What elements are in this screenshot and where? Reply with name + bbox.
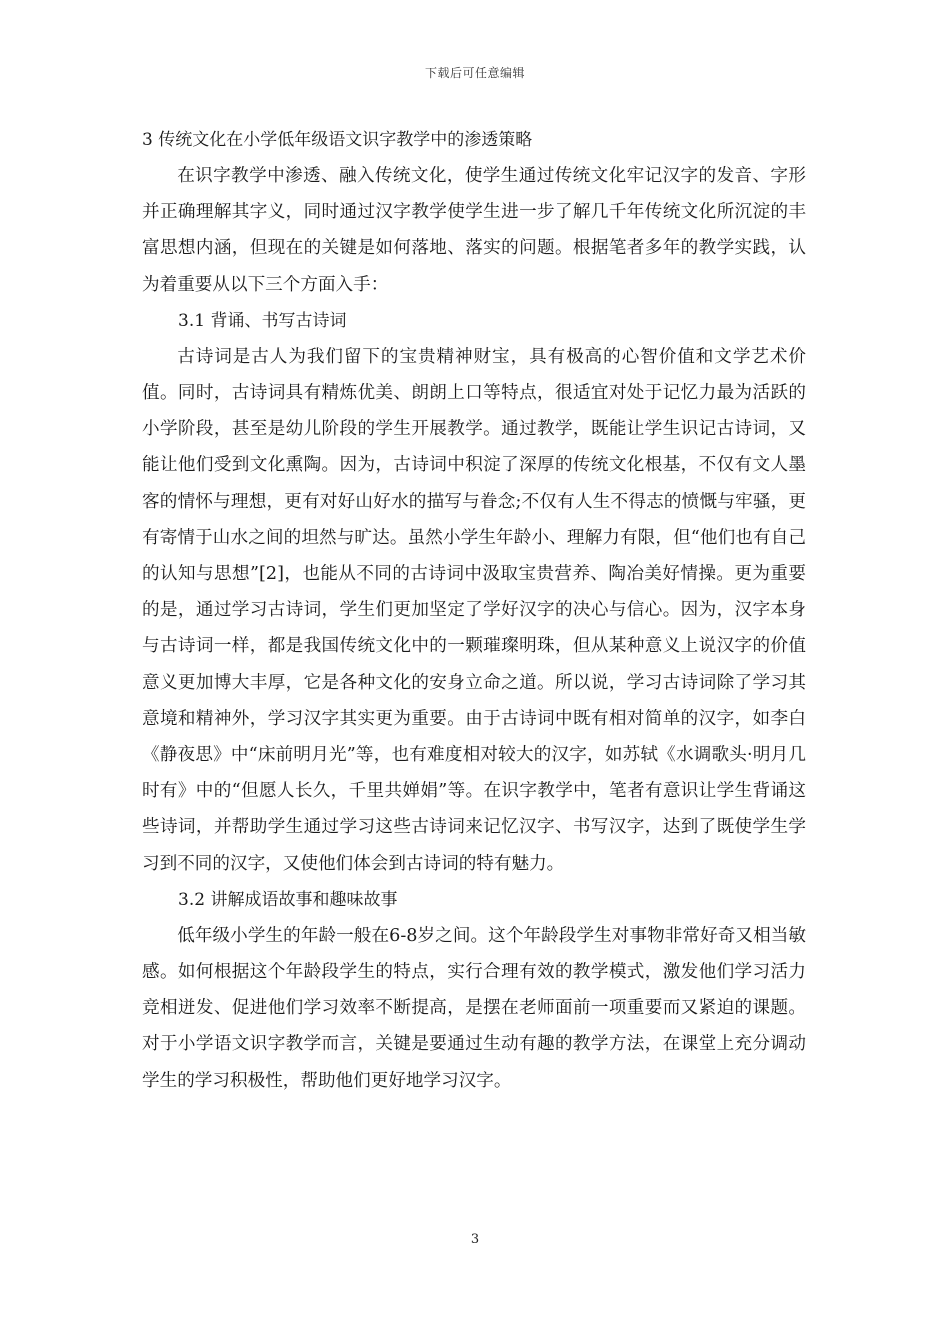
page-number: 3 — [470, 1232, 480, 1247]
page-header: 下载后可任意编辑 — [424, 66, 525, 80]
paragraph-3-intro: 在识字教学中渗透、融入传统文化，使学生通过传统文化牢记汉字的发音、字形并正确理解其字义，同时通过汉字教学使学生进一步了解几千年传统文化所沉淀的丰富思想内涵，但现在的关键是如何落地、落实的问题。根据笔者多年的教学实践，认为着重要从以下三个方面入手： — [142, 166, 806, 295]
paragraph-3-1: 古诗词是古人为我们留下的宝贵精神财宝，具有极高的心智价值和文学艺术价值。同时，古诗词具有精炼优美、朗朗上口等特点，很适宜对处于记忆力最为活跃的小学阶段，甚至是幼儿阶段的学生开展教学。通过教学，既能让学生识记古诗词，又能让他们受到文化熏陶。因为，古诗词中积淀了深厚的传统文化根基，不仅有文人墨客的情怀与理想，更有对好山好水的描写与眷念;不仅有人生不得志的愤慨与牢骚，更有寄情于山水之间的坦然与旷达。虽然小学生年龄小、理解力有限，但“他们也有自己的认知与思想”[2]，也能从不同的古诗词中汲取宝贵营养、陶冶美好情操。更为重要的是，通过学习古诗词，学生们更加坚定了学好汉字的决心与信心。因为，汉字本身与古诗词一样，都是我国传统文化中的一颗璀璨明珠，但从某种意义上说汉字的价值意义更加博大丰厚，它是各种文化的安身立命之道。所以说，学习古诗词除了学习其意境和精神外，学习汉字其实更为重要。由于古诗词中既有相对简单的汉字，如李白《静夜思》中“床前明月光”等，也有难度相对较大的汉字，如苏轼《水调歌头·明月几时有》中的“但愿人长久，千里共婵娟”等。在识字教学中，笔者有意识让学生背诵这些诗词，并帮助学生通过学习这些古诗词来记忆汉字、书写汉字，达到了既使学生学习到不同的汉字，又使他们体会到古诗词的特有魅力。 — [142, 346, 806, 874]
section-heading-3-1: 3.1 背诵、书写古诗词 — [178, 310, 347, 331]
section-heading-3: 3 传统文化在小学低年级语文识字教学中的渗透策略 — [142, 130, 533, 150]
paragraph-3-2: 低年级小学生的年龄一般在6-8岁之间。这个年龄段学生对事物非常好奇又相当敏感。如何根据这个年龄段学生的特点，实行合理有效的教学模式，激发他们学习活力竞相迸发、促进他们学习效率不断提高，是摆在老师面前一项重要而又紧迫的课题。对于小学语文识字教学而言，关键是要通过生动有趣的教学方法，在课堂上充分调动学生的学习积极性，帮助他们更好地学习汉字。 — [142, 925, 806, 1091]
page-content — [142, 122, 806, 1099]
section-heading-3-2: 3.2 讲解成语故事和趣味故事 — [178, 889, 398, 910]
